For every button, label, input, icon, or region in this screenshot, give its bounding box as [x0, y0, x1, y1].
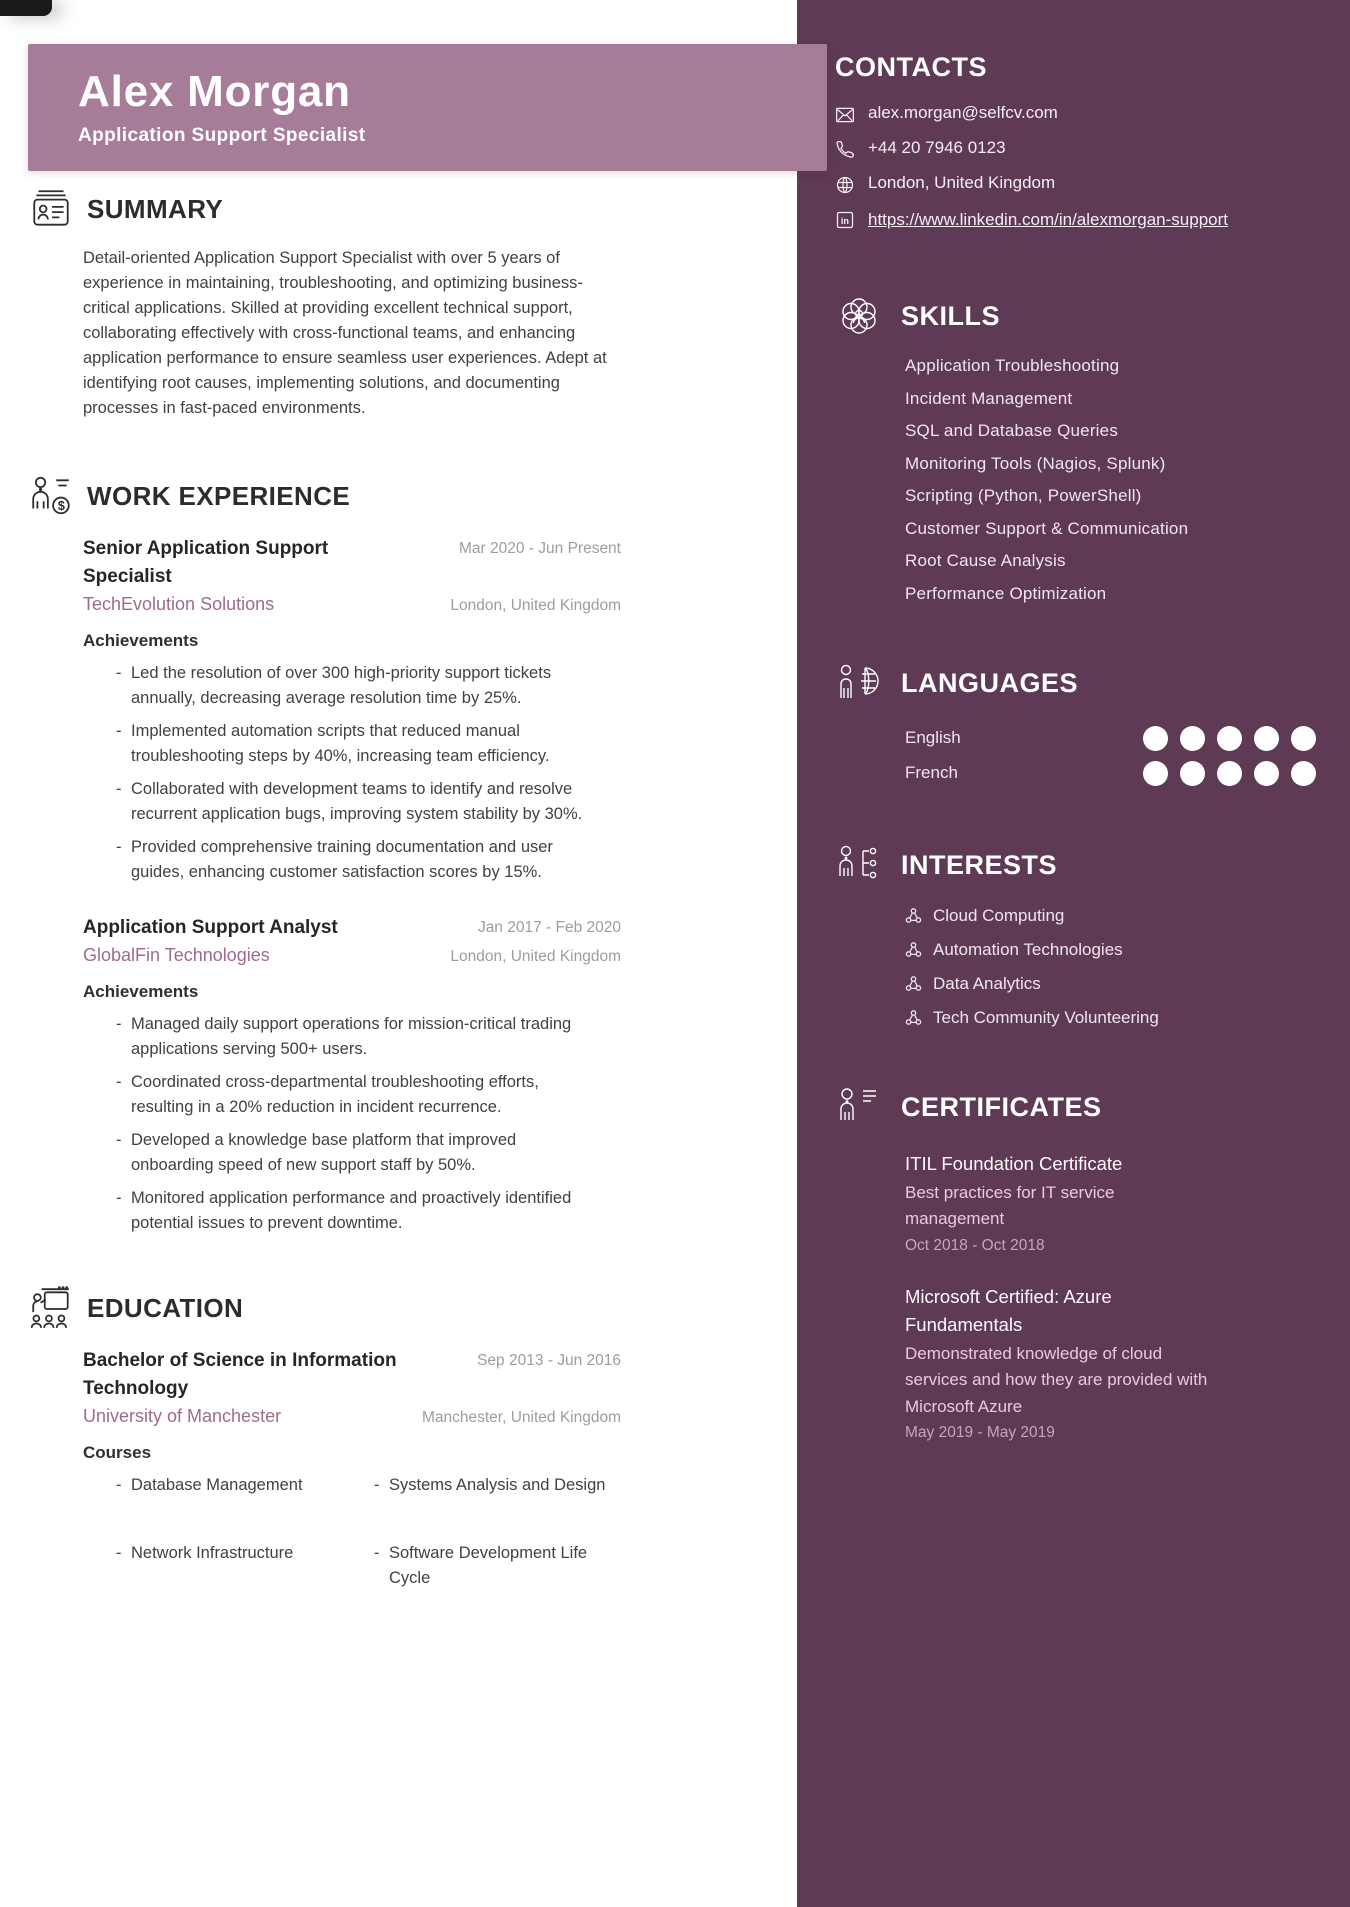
achievement-item: - Collaborated with development teams to identify and resolve recurrent application bugs, improving system stability by 30%. [116, 777, 594, 826]
sidebar [797, 0, 1350, 1907]
interest-label: Data Analytics [933, 973, 1041, 993]
svg-text:$: $ [57, 499, 65, 514]
person-name: Alex Morgan [78, 67, 351, 117]
achievement-item: - Monitored application performance and proactively identified potential issues to prevent downtime. [116, 1186, 594, 1235]
language-row [905, 726, 1316, 751]
course-item: - Software Development Life Cycle [374, 1541, 614, 1591]
job-dates: Mar 2020 - Jun Present [459, 540, 621, 557]
courses-columns [116, 1473, 621, 1609]
skills-heading: SKILLS [901, 300, 1001, 331]
level-dot [1217, 761, 1242, 786]
linkedin-link[interactable]: https://www.linkedin.com/in/alexmorgan-support [868, 210, 1228, 229]
level-dot [1180, 761, 1205, 786]
interests-heading: INTERESTS [901, 850, 1058, 880]
molecule-icon [905, 1009, 922, 1026]
level-dot [1254, 761, 1279, 786]
certificates-list [905, 1150, 1316, 1443]
contact-linkedin [835, 208, 1316, 232]
courses-column-1 [116, 1473, 374, 1609]
job-title: Application Support Analyst [83, 917, 338, 938]
language-name: English [905, 728, 961, 747]
skill-item: Monitoring Tools (Nagios, Splunk) [905, 453, 1166, 473]
molecule-icon [905, 941, 922, 958]
job-location: London, United Kingdom [450, 597, 621, 614]
skill-item: Customer Support & Communication [905, 518, 1189, 538]
job-entry [83, 914, 621, 1235]
education-heading: EDUCATION [87, 1292, 244, 1323]
courses-column-2 [374, 1473, 614, 1609]
skill-item: Application Troubleshooting [905, 356, 1120, 375]
education-dates: Sep 2013 - Jun 2016 [477, 1352, 621, 1369]
skills-section [835, 292, 1316, 604]
certificate-title: ITIL Foundation Certificate [905, 1152, 1123, 1174]
languages-list [905, 726, 1316, 786]
interest-label: Tech Community Volunteering [933, 1007, 1159, 1027]
interest-item [905, 974, 1316, 994]
education-section [28, 1285, 624, 1609]
interest-label: Cloud Computing [933, 905, 1065, 925]
person-title: Application Support Specialist [78, 124, 366, 146]
contact-phone [835, 138, 1316, 160]
person-diagram-icon [835, 842, 883, 890]
interest-item [905, 940, 1316, 960]
certificate-dates: Oct 2018 - Oct 2018 [905, 1236, 1045, 1254]
level-dot [1254, 726, 1279, 751]
job-company: TechEvolution Solutions [83, 594, 275, 614]
phone-icon [835, 140, 855, 160]
certificates-section [835, 1084, 1316, 1443]
corner-chip [0, 0, 52, 16]
achievements-list [116, 1012, 621, 1235]
skills-list [905, 356, 1316, 604]
id-card-icon [28, 186, 74, 232]
job-title: Senior Application Support Specialist [83, 538, 329, 587]
interest-label: Automation Technologies [933, 939, 1123, 959]
language-row [905, 761, 1316, 786]
level-dot [1180, 726, 1205, 751]
achievement-item: - Provided comprehensive training documentation and user guides, enhancing customer satisfaction scores by 15%. [116, 835, 594, 884]
skill-item: Performance Optimization [905, 583, 1107, 603]
languages-section [835, 660, 1316, 786]
person-globe-icon [835, 660, 883, 708]
job-company: GlobalFin Technologies [83, 945, 270, 965]
globe-icon [835, 175, 855, 195]
course-item: - Database Management [116, 1473, 374, 1523]
contact-phone-text: +44 20 7946 0123 [868, 138, 1006, 157]
main-content [28, 186, 624, 1609]
contact-location-text: London, United Kingdom [868, 173, 1056, 192]
certificates-heading: CERTIFICATES [901, 1092, 1102, 1122]
summary-text: Detail-oriented Application Support Specialist with over 5 years of experience in maintaining, troubleshooting, and optimizing business-critical applications. Skilled at providing excellent technical support, collaborating effectively with cross-functional teams, and enhancing application performance to ensure seamless user experiences. Adept at identifying root causes, implementing solutions, and documenting processes in fast-paced environments. [83, 249, 607, 417]
contact-email [835, 103, 1316, 125]
network-brain-icon [835, 292, 883, 340]
job-dates: Jan 2017 - Feb 2020 [477, 919, 621, 936]
person-list-icon [835, 1084, 883, 1132]
summary-section [28, 186, 624, 421]
skill-item: SQL and Database Queries [905, 421, 1119, 440]
achievement-item: - Implemented automation scripts that reduced manual troubleshooting steps by 40%, increasing team efficiency. [116, 719, 594, 768]
interest-item [905, 906, 1316, 926]
achievement-item: - Coordinated cross-departmental troubleshooting efforts, resulting in a 20% reduction in incident recurrence. [116, 1070, 594, 1119]
molecule-icon [905, 975, 922, 992]
skill-item: Scripting (Python, PowerShell) [905, 486, 1142, 505]
achievement-item: - Led the resolution of over 300 high-priority support tickets annually, decreasing average resolution time by 25%. [116, 661, 594, 710]
contacts-heading: CONTACTS [835, 52, 987, 82]
molecule-icon [905, 907, 922, 924]
linkedin-icon [835, 210, 855, 230]
level-dot [1217, 726, 1242, 751]
skill-item: Root Cause Analysis [905, 551, 1066, 570]
languages-heading: LANGUAGES [901, 668, 1079, 698]
header-banner [28, 44, 827, 171]
level-dot [1143, 761, 1168, 786]
course-item: - Network Infrastructure [116, 1541, 374, 1591]
job-entry [83, 535, 621, 884]
certificate-dates: May 2019 - May 2019 [905, 1424, 1055, 1441]
course-item: - Systems Analysis and Design [374, 1473, 614, 1523]
job-location: London, United Kingdom [450, 948, 621, 965]
achievements-label: Achievements [83, 631, 199, 650]
work-experience-heading: WORK EXPERIENCE [87, 480, 351, 511]
person-dollar-icon [28, 473, 74, 519]
contact-location [835, 173, 1316, 195]
interests-list [905, 906, 1316, 1028]
language-level-dots [1143, 726, 1316, 751]
skill-item: Incident Management [905, 388, 1073, 408]
envelope-icon [835, 105, 855, 125]
achievements-list [116, 661, 621, 884]
achievements-label: Achievements [83, 982, 199, 1001]
level-dot [1291, 761, 1316, 786]
interests-section [835, 842, 1316, 1028]
level-dot [1291, 726, 1316, 751]
teacher-board-icon [28, 1285, 74, 1331]
achievement-item: - Developed a knowledge base platform that improved onboarding speed of new support staff by 50%. [116, 1128, 594, 1177]
certificate-description: Demonstrated knowledge of cloud services and how they are provided with Microsoft Azure [905, 1343, 1208, 1416]
education-location: Manchester, United Kingdom [421, 1409, 621, 1426]
language-level-dots [1143, 761, 1316, 786]
certificate-item [905, 1150, 1217, 1255]
achievement-item: - Managed daily support operations for mission-critical trading applications serving 500+ users. [116, 1012, 594, 1061]
language-name: French [905, 763, 958, 782]
certificate-item [905, 1283, 1217, 1443]
work-experience-section [28, 473, 624, 1235]
courses-label: Courses [83, 1443, 152, 1462]
certificate-title: Microsoft Certified: Azure Fundamentals [905, 1285, 1112, 1335]
svg-text:in: in [840, 216, 849, 227]
contact-email-text: alex.morgan@selfcv.com [868, 103, 1058, 122]
level-dot [1143, 726, 1168, 751]
school-name: University of Manchester [83, 1406, 282, 1426]
interest-item [905, 1008, 1316, 1028]
degree-title: Bachelor of Science in Information Technology [83, 1350, 397, 1399]
contacts-section [835, 52, 1316, 232]
summary-heading: SUMMARY [87, 193, 224, 224]
education-entry [83, 1347, 621, 1609]
certificate-description: Best practices for IT service management [905, 1182, 1115, 1228]
